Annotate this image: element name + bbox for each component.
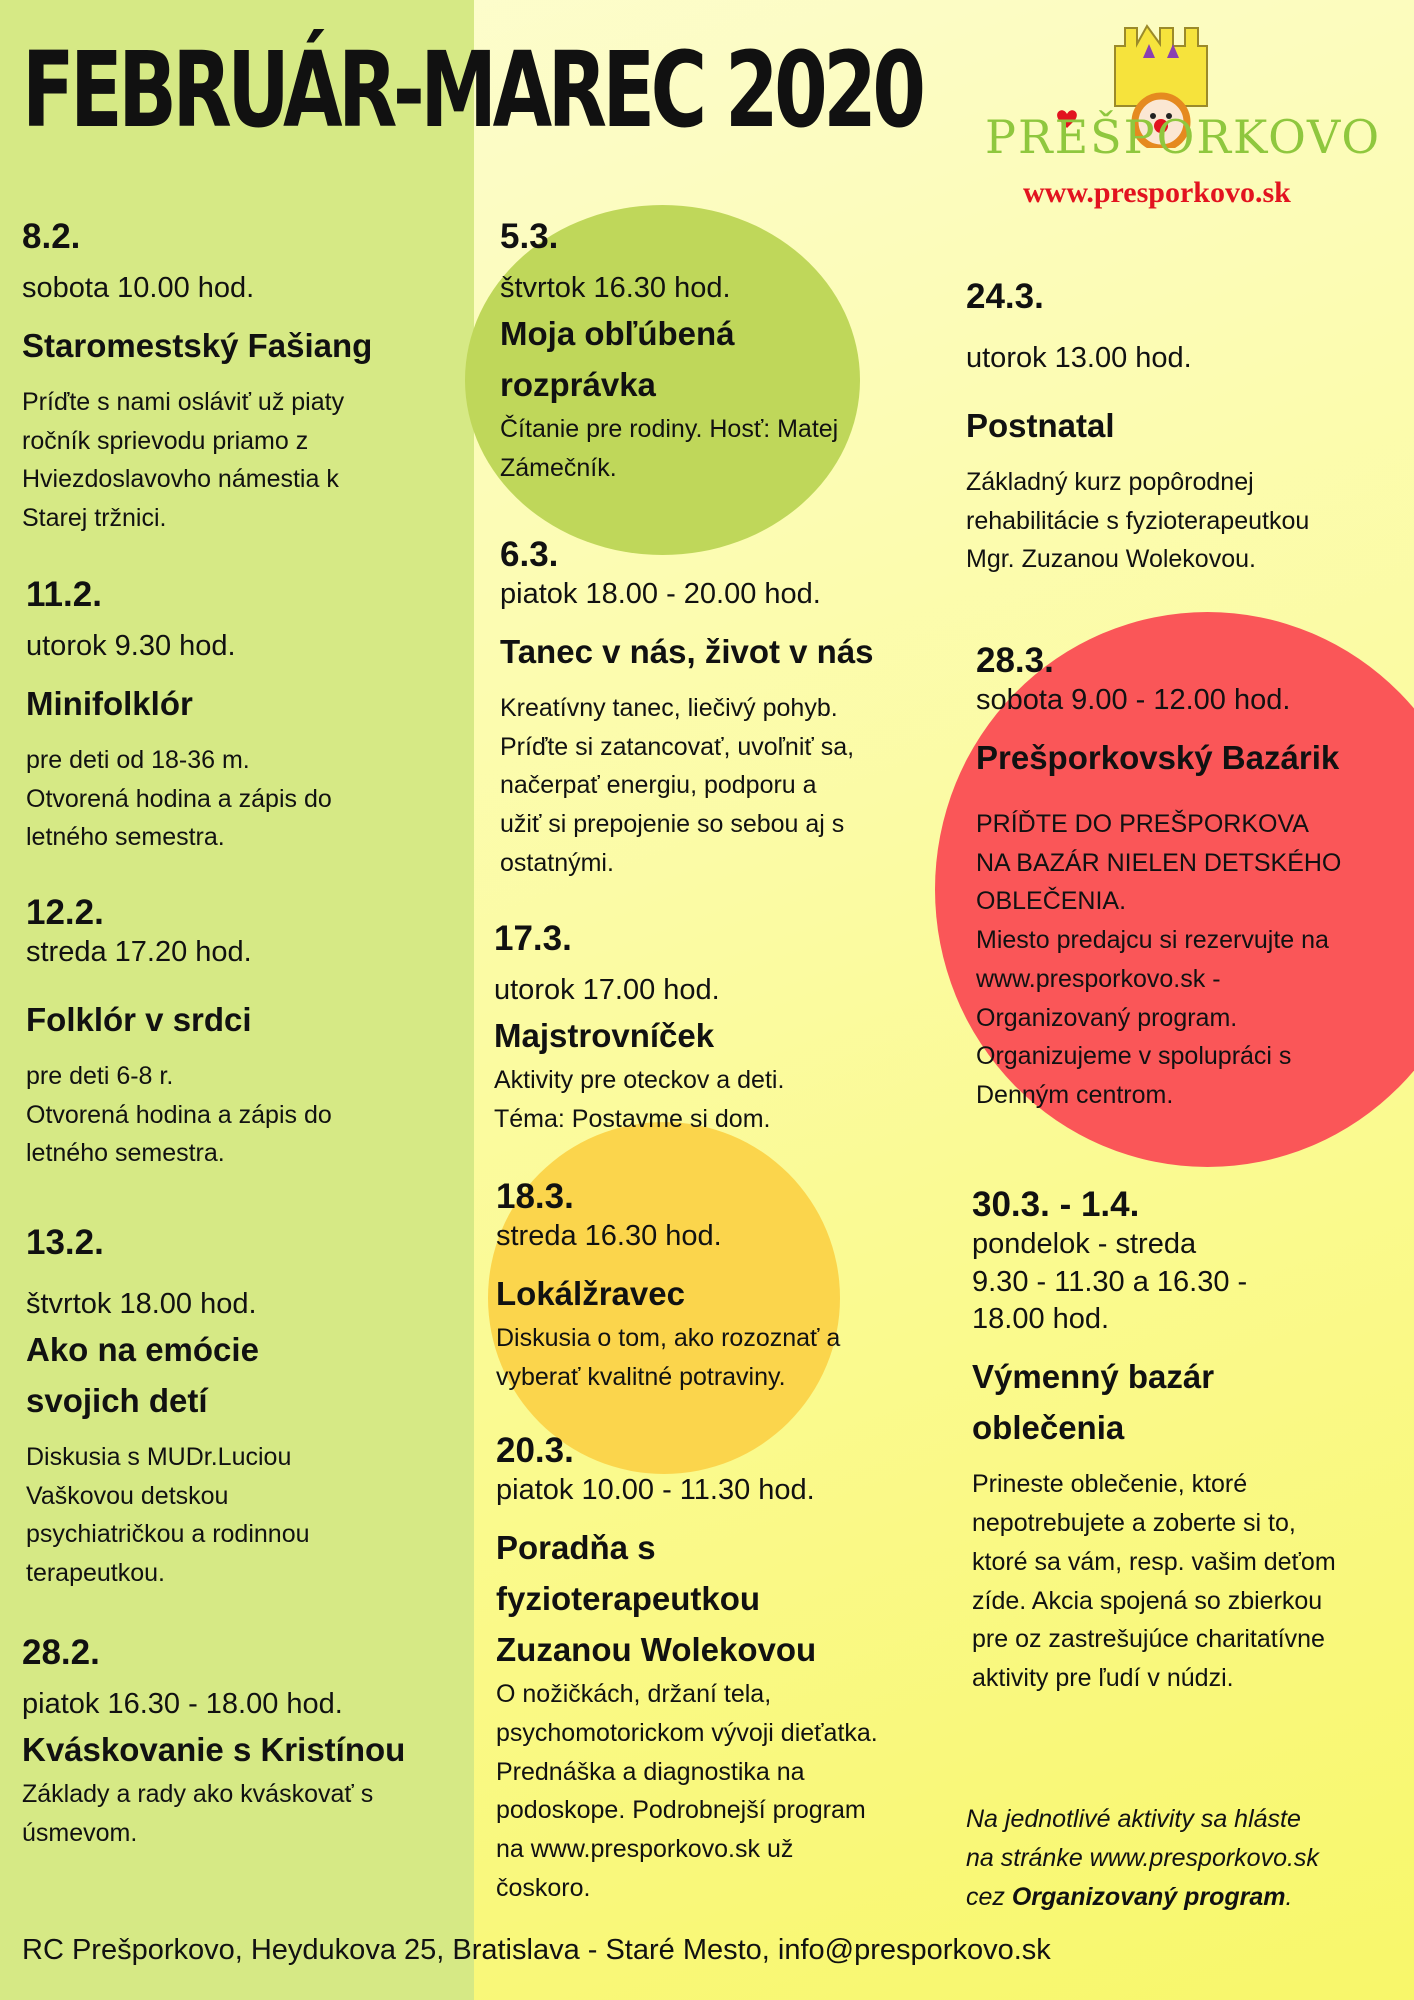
event-name: Postnatal [966, 406, 1115, 444]
event-date: 5.3. [500, 217, 559, 256]
event-description: O nožičkách, držaní tela, psychomotorickom vývoji dieťatka. Prednáška a diagnostika na podoskope. Podrobnejší program na www.presporkovo.sk už čoskoro. [496, 1680, 878, 1902]
event-date: 30.3. - 1.4. [972, 1185, 1140, 1224]
event-time: utorok 17.00 hod. [494, 974, 720, 1006]
event-name: Prešporkovský Bazárik [976, 738, 1340, 776]
event-description: Kreatívny tanec, liečivý pohyb. Príďte si zatancovať, uvoľniť sa, načerpať energiu, podporu a užiť si prepojenie so sebou aj s ostatnými. [500, 693, 855, 877]
event-name: Staromestský Fašiang [22, 326, 373, 364]
logo-url[interactable]: www.presporkovo.sk [1023, 176, 1291, 209]
event-time: piatok 18.00 - 20.00 hod. [500, 578, 821, 610]
event-time: piatok 16.30 - 18.00 hod. [22, 1688, 343, 1720]
event-description: PRÍĎTE DO PREŠPORKOVA NA BAZÁR NIELEN DETSKÉHO OBLEČENIA. Miesto predajcu si rezervujte na www.presporkovo.sk - Organizovaný program. Organizujeme v spolupráci s Denným centrom. [976, 809, 1342, 1110]
event-08-02 [22, 216, 462, 538]
event-date: 11.2. [26, 575, 102, 614]
event-28-02 [22, 1632, 472, 1852]
event-time: utorok 13.00 hod. [966, 342, 1192, 374]
event-description: Čítanie pre rodiny. Hosť: Matej Zámečník. [500, 414, 839, 482]
event-06-03 [500, 534, 940, 883]
event-time: pondelok - streda 9.30 - 11.30 a 16.30 - 18.00 hod. [972, 1228, 1248, 1336]
event-date: 12.2. [26, 893, 104, 932]
event-description: Prineste oblečenie, ktoré nepotrebujete a zoberte si to, ktoré sa vám, resp. vašim deťom zíde. Akcia spojená so zbierkou pre oz zastrešujúce charitatívne aktivity pre ľudí v núdzi. [972, 1470, 1336, 1693]
event-13-02 [26, 1222, 466, 1593]
page-title: FEBRUÁR-MAREC 2020 [22, 29, 922, 151]
event-date: 17.3. [494, 919, 572, 958]
event-name: Moja obľúbená rozprávka [500, 314, 735, 403]
event-30-03-01-04 [972, 1184, 1402, 1698]
event-05-03 [500, 216, 920, 487]
event-date: 6.3. [500, 535, 559, 574]
event-time: sobota 10.00 hod. [22, 272, 255, 304]
event-name: Folklór v srdci [26, 1000, 252, 1038]
event-date: 24.3. [966, 277, 1044, 316]
event-17-03 [494, 918, 934, 1138]
event-time: streda 17.20 hod. [26, 936, 252, 968]
event-time: štvrtok 16.30 hod. [500, 272, 731, 304]
event-11-02 [26, 574, 466, 857]
presporkovo-logo[interactable] [985, 18, 1382, 218]
event-time: streda 16.30 hod. [496, 1220, 722, 1252]
event-date: 28.2. [22, 1633, 100, 1672]
event-time: piatok 10.00 - 11.30 hod. [496, 1474, 815, 1506]
event-name: Lokálžravec [496, 1274, 685, 1312]
event-name: Ako na emócie svojich detí [26, 1330, 259, 1419]
event-time: štvrtok 18.00 hod. [26, 1288, 257, 1320]
event-time: sobota 9.00 - 12.00 hod. [976, 684, 1291, 716]
event-name: Majstrovníček [494, 1016, 715, 1054]
signup-note: Na jednotlivé aktivity sa hláste na stránke www.presporkovo.sk cez Organizovaný program. [966, 1805, 1319, 1911]
event-time: utorok 9.30 hod. [26, 630, 236, 662]
event-description: Príďte s nami osláviť už piaty ročník sprievodu priamo z Hviezdoslavovho námestia k Starej tržnici. [22, 387, 345, 533]
organized-program-link[interactable]: Organizovaný program [1011, 1882, 1286, 1911]
event-name: Minifolklór [26, 684, 193, 722]
event-description: Diskusia s MUDr.Luciou Vaškovou detskou psychiatričkou a rodinnou terapeutkou. [26, 1442, 310, 1588]
event-name: Poradňa s fyzioterapeutkou Zuzanou Wolekovou [496, 1528, 817, 1668]
event-description: Aktivity pre oteckov a deti. Téma: Postavme si dom. [494, 1065, 785, 1133]
event-28-03 [976, 640, 1406, 1115]
event-name: Výmenný bazár oblečenia [972, 1358, 1215, 1447]
event-description: Základný kurz popôrodnej rehabilitácie s fyzioterapeutkou Mgr. Zuzanou Wolekovou. [966, 467, 1310, 574]
event-date: 18.3. [496, 1177, 574, 1216]
event-description: pre deti 6-8 r. Otvorená hodina a zápis do letného semestra. [26, 1061, 332, 1168]
logo-text: PREŠPORKOVO [985, 110, 1382, 164]
event-date: 13.2. [26, 1223, 104, 1262]
footer-address: RC Prešporkovo, Heydukova 25, Bratislava - Staré Mesto, info@presporkovo.sk [22, 1934, 1051, 1966]
event-12-02 [26, 892, 466, 1173]
event-date: 20.3. [496, 1431, 574, 1470]
event-description: Základy a rady ako kváskovať s úsmevom. [22, 1779, 374, 1847]
event-name: Tanec v nás, život v nás [500, 632, 874, 670]
event-description: pre deti od 18-36 m. Otvorená hodina a zápis do letného semestra. [26, 745, 332, 852]
event-18-03 [496, 1176, 936, 1396]
event-description: Diskusia o tom, ako rozoznať a vyberať kvalitné potraviny. [496, 1323, 841, 1391]
event-20-03 [496, 1430, 946, 1908]
event-date: 28.3. [976, 641, 1054, 680]
event-24-03 [966, 276, 1396, 579]
event-date: 8.2. [22, 217, 81, 256]
event-name: Kváskovanie s Kristínou [22, 1730, 406, 1768]
